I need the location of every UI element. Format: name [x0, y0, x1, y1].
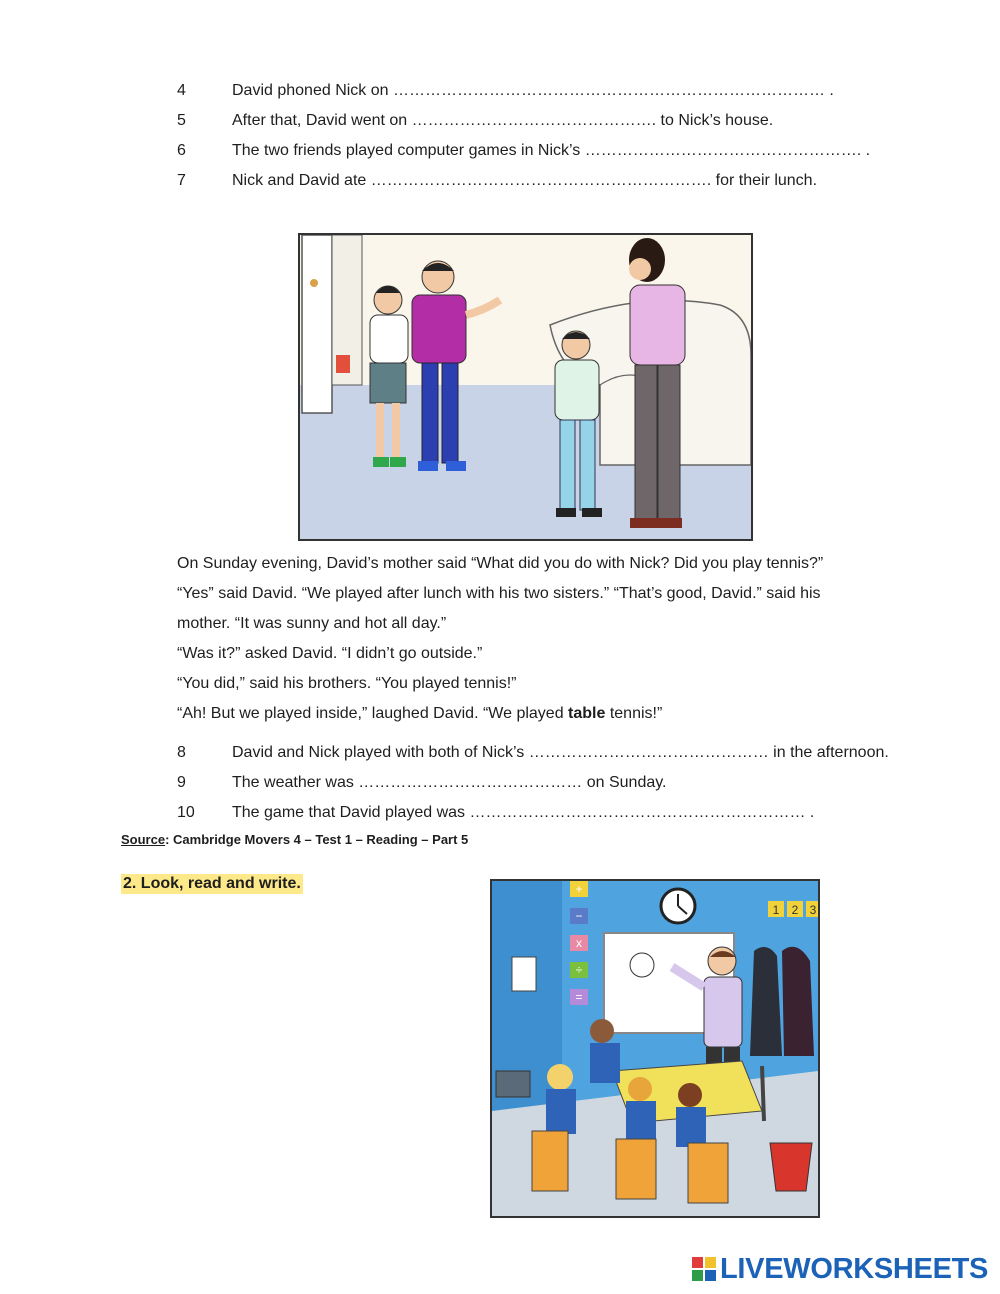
question-text: Nick and David ate ………………………………………………………. for their lunch. — [232, 172, 818, 189]
liveworksheets-logo — [692, 1252, 988, 1286]
question-text: The two friends played computer games in Nick’s ……………………………………………. . — [232, 142, 871, 159]
bold-word: table — [568, 705, 606, 722]
story-text: tennis!” — [605, 705, 663, 722]
question-number: 6 — [177, 142, 186, 159]
classroom-scene-image — [492, 881, 818, 1216]
number-label: 2 — [791, 903, 799, 917]
story-line: “Was it?” asked David. “I didn’t go outside.” — [177, 645, 483, 662]
question-number: 5 — [177, 112, 186, 129]
question-text: David phoned Nick on ……………………………………………………………………… . — [232, 82, 834, 99]
question-number: 8 — [177, 744, 186, 761]
math-sign: x — [576, 936, 582, 950]
story-line: On Sunday evening, David’s mother said “What did you do with Nick? Did you play tennis?” — [177, 555, 824, 572]
logo-icon — [692, 1257, 716, 1281]
family-illustration — [298, 233, 753, 541]
calendar-icon — [512, 957, 536, 991]
story-line — [177, 704, 662, 724]
math-sign: ÷ — [575, 963, 583, 977]
number-label: 3 — [809, 903, 817, 917]
logo-text: LIVEWORKSHEETS — [720, 1252, 989, 1285]
story-line: mother. “It was sunny and hot all day.” — [177, 615, 447, 632]
question-number: 9 — [177, 774, 186, 791]
math-sign: + — [575, 882, 583, 896]
question-text: After that, David went on ………………………………………. to Nick’s house. — [232, 112, 774, 129]
story-text: “Ah! But we played inside,” laughed David. “We played — [177, 705, 569, 722]
question-text: The game that David played was ……………………………………………………… . — [232, 804, 815, 821]
classroom-illustration — [490, 879, 820, 1218]
number-label: 1 — [772, 903, 780, 917]
source-citation — [121, 832, 468, 847]
question-text: David and Nick played with both of Nick’s ……………………………………… in the afternoon. — [232, 744, 889, 761]
source-label: Source — [121, 832, 166, 847]
story-line: “You did,” said his brothers. “You played tennis!” — [177, 675, 517, 692]
family-scene-image — [300, 235, 751, 539]
question-text: The weather was …………………………………… on Sunday. — [232, 774, 667, 791]
number-tiles — [768, 901, 818, 917]
source-text: : Cambridge Movers 4 – Test 1 – Reading – Part 5 — [165, 832, 469, 847]
math-sign: = — [575, 990, 583, 1004]
section-heading: 2. Look, read and write. — [123, 875, 301, 892]
question-number: 4 — [177, 82, 186, 99]
question-number: 10 — [177, 804, 195, 821]
question-number: 7 — [177, 172, 186, 189]
math-sign: − — [575, 909, 583, 923]
story-line: “Yes” said David. “We played after lunch with his two sisters.” “That’s good, David.” said his — [177, 585, 821, 602]
